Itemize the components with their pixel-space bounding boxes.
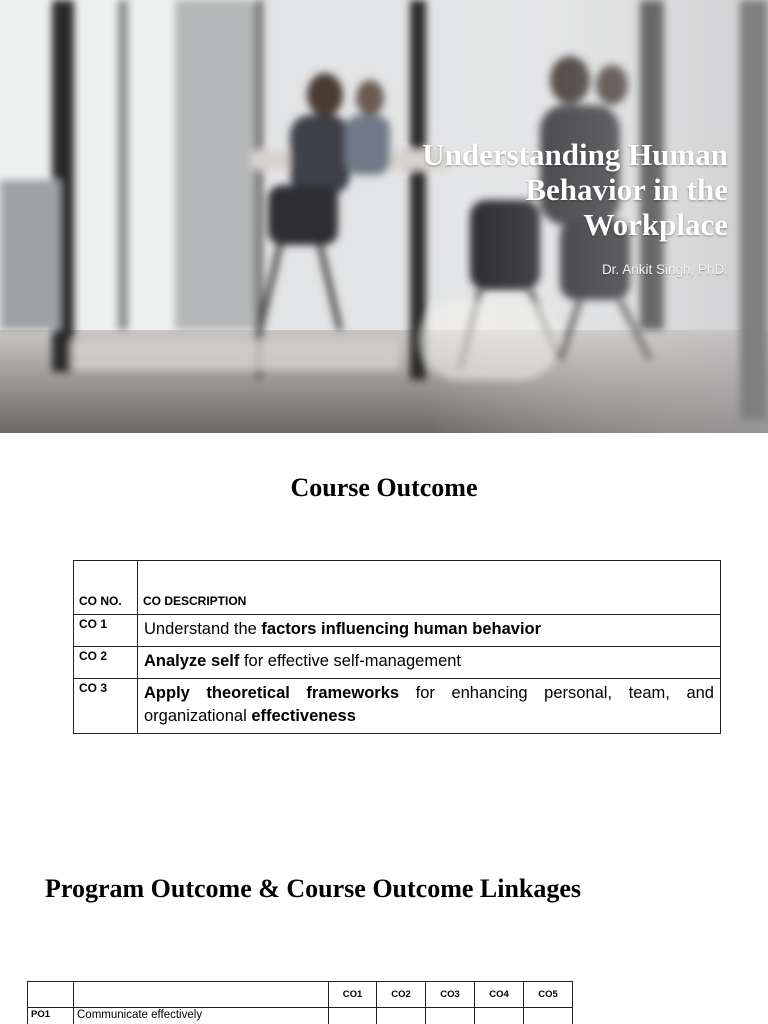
po-co-linkage-table xyxy=(27,981,573,1024)
table-header-row xyxy=(74,561,721,615)
table-row xyxy=(74,647,721,679)
desc-segment-bold: factors influencing human behavior xyxy=(261,620,542,638)
column-header-co4: CO4 xyxy=(475,982,524,1008)
linkage-cell xyxy=(475,1008,524,1024)
desc-segment: for effective self-management xyxy=(239,652,462,670)
linkage-cell xyxy=(524,1008,573,1024)
presentation-title: Understanding Human Behavior in the Workplace xyxy=(422,137,728,242)
linkage-cell xyxy=(426,1008,475,1024)
co-description xyxy=(138,647,721,679)
table-row xyxy=(74,615,721,647)
co-description xyxy=(138,679,721,734)
course-outcome-table xyxy=(73,560,721,734)
empty-header-cell xyxy=(74,982,329,1008)
linkages-heading: Program Outcome & Course Outcome Linkages xyxy=(45,874,582,903)
column-header-co5: CO5 xyxy=(524,982,573,1008)
empty-header-cell xyxy=(28,982,74,1008)
desc-segment: Understand the xyxy=(144,620,262,638)
desc-segment-bold: effectiveness xyxy=(251,707,356,725)
course-outcome-heading: Course Outcome xyxy=(290,473,478,502)
column-header-co3: CO3 xyxy=(426,982,475,1008)
presentation-author: Dr. Ankit Singh, PhD. xyxy=(601,262,728,277)
hero-text-block xyxy=(398,137,728,277)
co-number: CO 3 xyxy=(74,679,138,734)
linkage-cell xyxy=(377,1008,426,1024)
column-header-co-description: CO DESCRIPTION xyxy=(138,561,721,615)
co-number: CO 2 xyxy=(74,647,138,679)
table-header-row xyxy=(28,982,573,1008)
column-header-co1: CO1 xyxy=(329,982,377,1008)
linkage-cell xyxy=(329,1008,377,1024)
po-number: PO1 xyxy=(28,1008,74,1024)
po-description: Communicate effectively xyxy=(74,1008,329,1024)
desc-segment-bold: Apply theoretical frameworks xyxy=(144,684,400,702)
co-description xyxy=(138,615,721,647)
desc-segment-bold: Analyze self xyxy=(144,652,240,670)
table-row xyxy=(28,1008,573,1024)
column-header-co-no: CO NO. xyxy=(74,561,138,615)
desc-segment: for enhancing personal, team, and organizational xyxy=(144,684,714,725)
title-slide-hero xyxy=(0,0,768,433)
table-row xyxy=(74,679,721,734)
column-header-co2: CO2 xyxy=(377,982,426,1008)
co-number: CO 1 xyxy=(74,615,138,647)
